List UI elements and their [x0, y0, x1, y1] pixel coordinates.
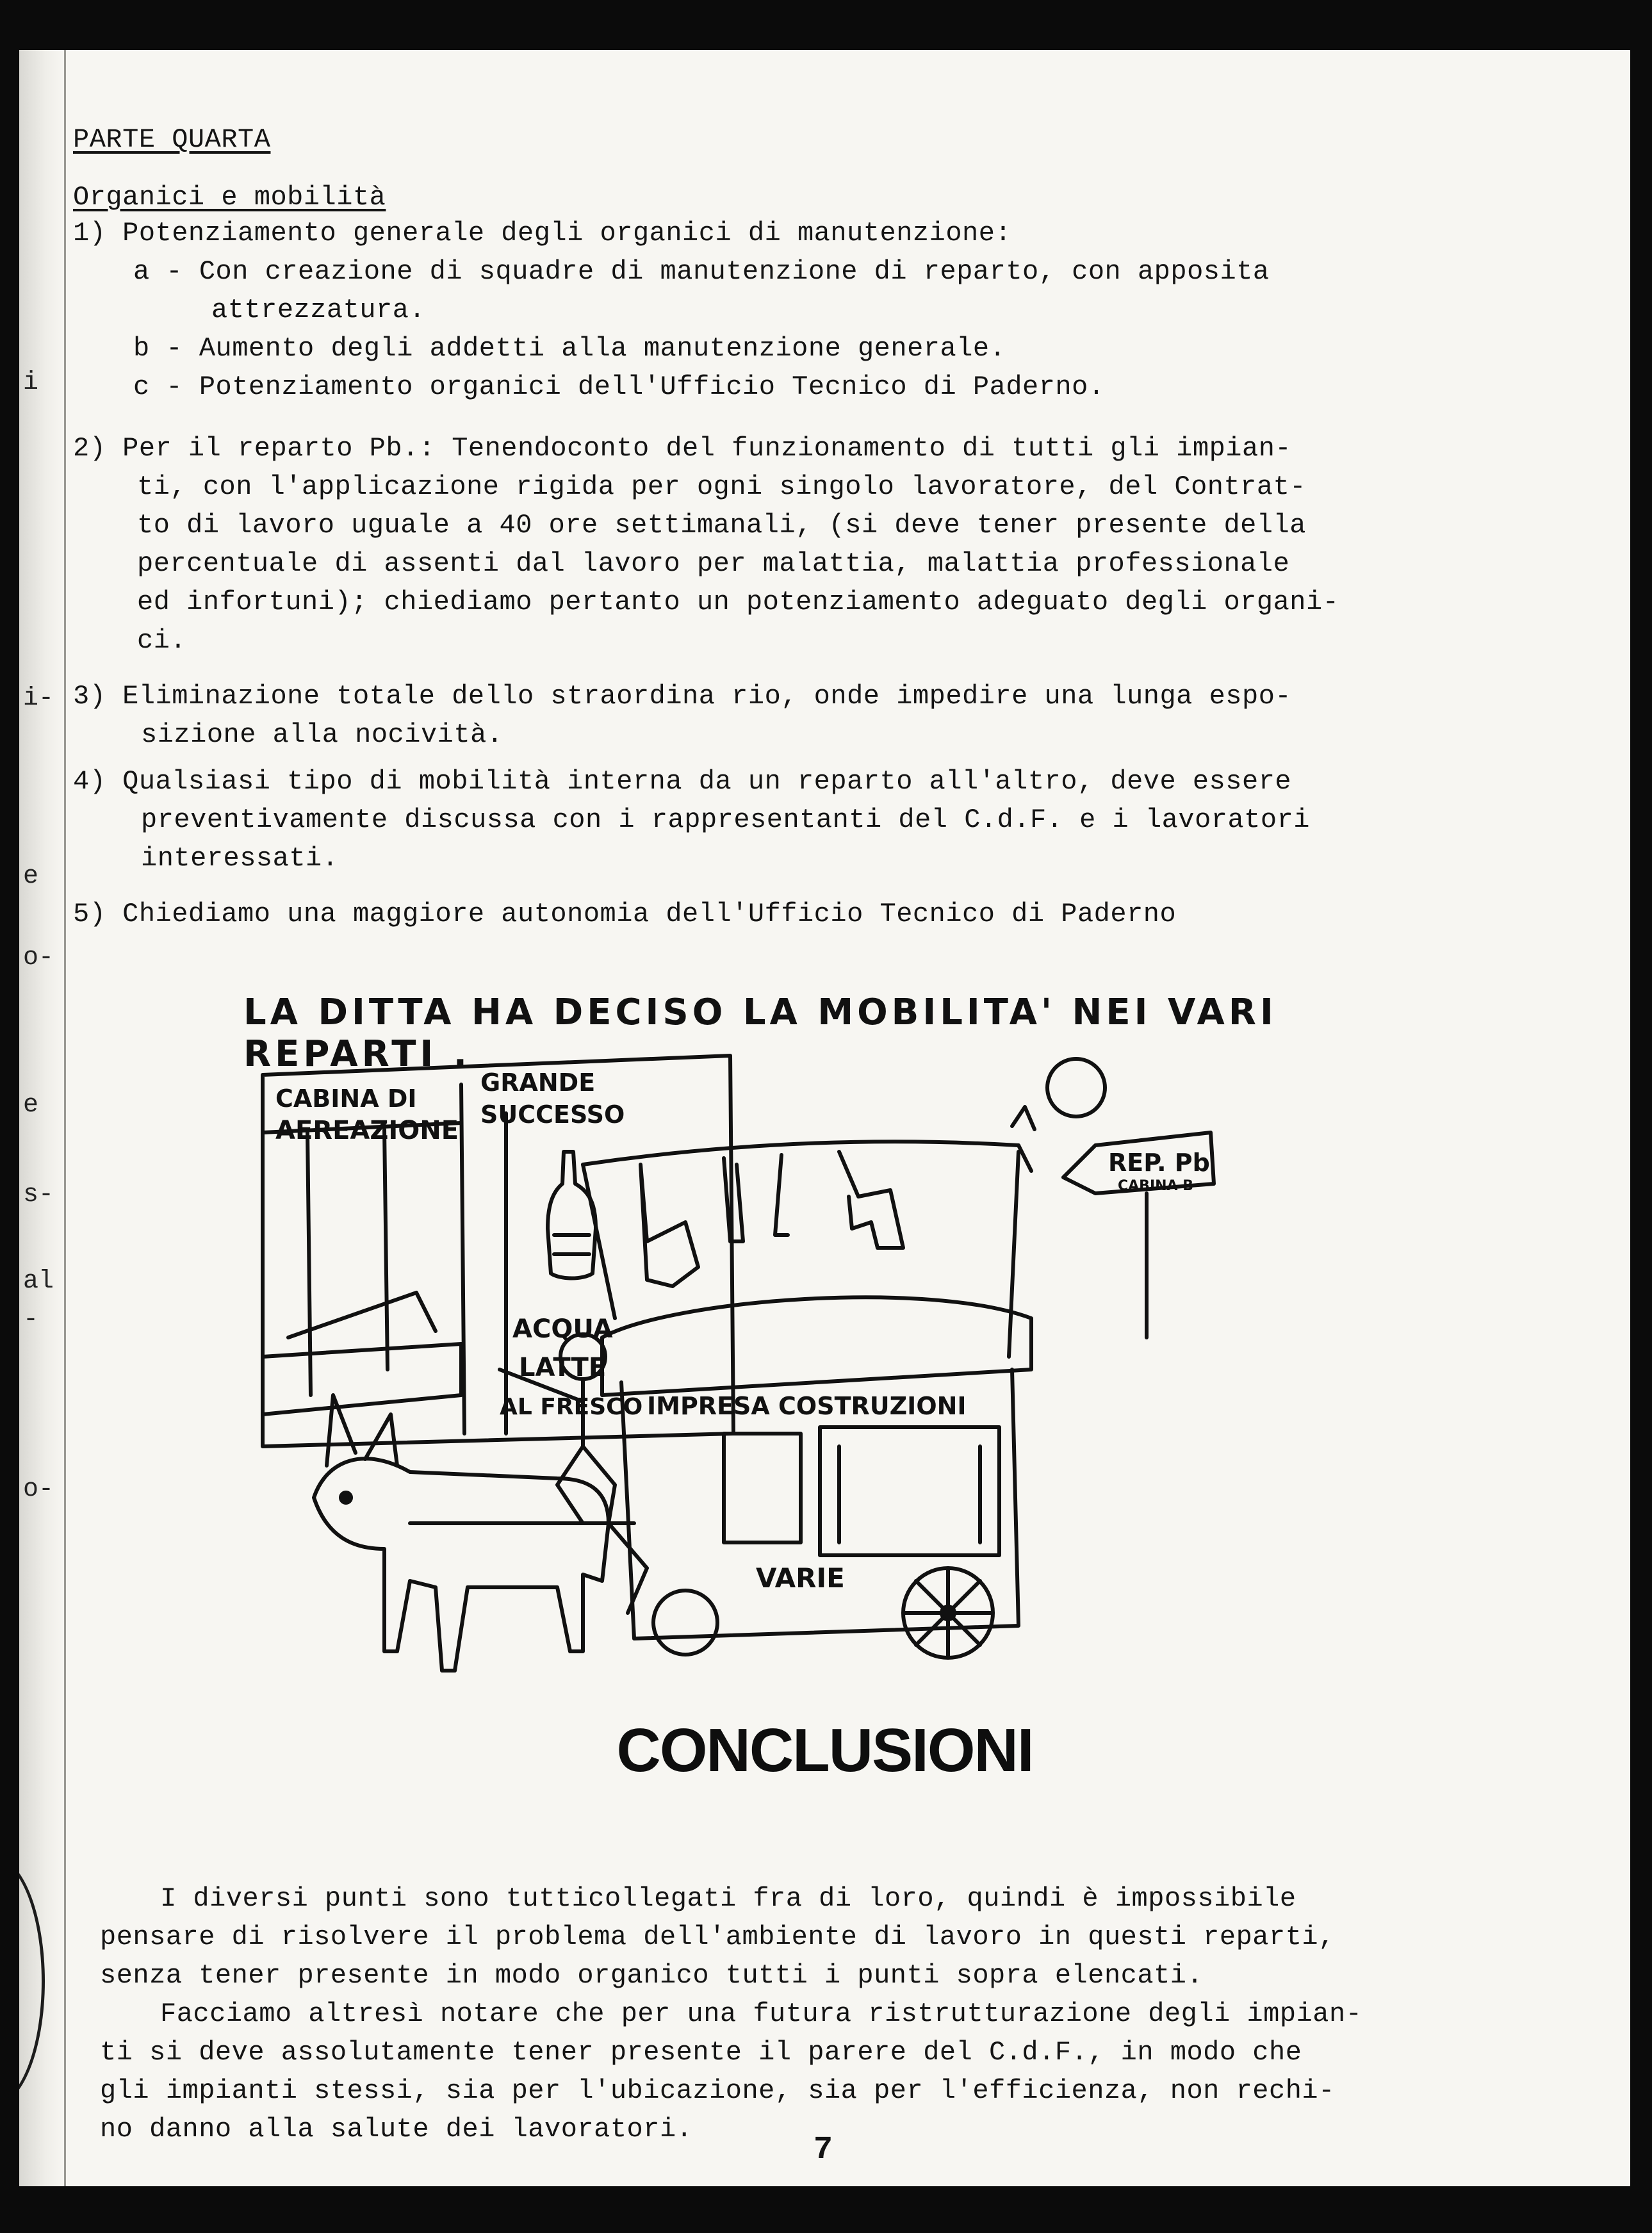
margin-fragment: i	[23, 368, 39, 397]
wagon-label: VARIE	[756, 1562, 845, 1594]
margin-fragment: s-	[23, 1181, 54, 1209]
booth-sign-line: AEREAZIONE	[275, 1116, 459, 1145]
item-2-line: ed infortuni); chiediamo pertanto un potenziamento adeguato degli organi-	[137, 587, 1339, 618]
conclusion-line: no danno alla salute dei lavoratori.	[100, 2114, 693, 2145]
margin-fragment: o-	[23, 1475, 54, 1504]
page-mark: 7	[814, 2132, 833, 2168]
poster-text: LATTE	[519, 1353, 607, 1382]
item-2: 2) Per il reparto Pb.: Tenendoconto del funzionamento di tutti gli impian-	[73, 433, 1292, 464]
margin-fragment: -	[23, 1305, 39, 1334]
margin-fragment: o-	[23, 944, 54, 972]
signpost-text: CABINA B	[1118, 1178, 1193, 1194]
item-2-line: ti, con l'applicazione rigida per ogni singolo lavoratore, del Contrat-	[137, 471, 1306, 502]
item-5: 5) Chiediamo una maggiore autonomia dell'Ufficio Tecnico di Paderno	[73, 899, 1177, 929]
item-1b: b - Aumento degli addetti alla manutenzione generale.	[133, 333, 1006, 364]
margin-fragment: e	[23, 1091, 39, 1120]
wagon-sign: IMPRESA COSTRUZIONI	[647, 1392, 967, 1420]
cartoon-caption: LA DITTA HA DECISO LA MOBILITA' NEI VARI REPARTI .	[243, 992, 1277, 1075]
section-heading: Organici e mobilità	[73, 182, 386, 213]
item-4-line: preventivamente discussa con i rappresentanti del C.d.F. e i lavoratori	[141, 805, 1310, 835]
part-heading: PARTE QUARTA	[73, 124, 271, 155]
clothesline	[583, 1141, 1031, 1318]
item-2-line: to di lavoro uguale a 40 ore settimanali, (si deve tener presente della	[137, 510, 1306, 541]
booth-sign-line: CABINA DI	[275, 1084, 417, 1113]
bottle-drawing	[548, 1152, 596, 1279]
poster-text: ACQUA	[512, 1314, 613, 1344]
item-4: 4) Qualsiasi tipo di mobilità interna da un reparto all'altro, deve essere	[73, 766, 1292, 797]
item-3: 3) Eliminazione totale dello straordina rio, onde impedire una lunga espo-	[73, 681, 1292, 712]
cartoon-illustration	[224, 1036, 1473, 1715]
item-1a-cont: attrezzatura.	[211, 295, 426, 325]
item-1c: c - Potenziamento organici dell'Ufficio Tecnico di Paderno.	[133, 372, 1105, 402]
conclusion-line: ti si deve assolutamente tener presente il parere del C.d.F., in modo che	[100, 2037, 1302, 2068]
margin-fragment: al	[23, 1267, 54, 1296]
poster-text: GRANDE	[480, 1068, 596, 1097]
item-2-line: ci.	[137, 625, 187, 656]
conclusion-line: gli impianti stessi, sia per l'ubicazione, sia per l'efficienza, non rechi-	[100, 2075, 1335, 2106]
item-4-line: interessati.	[141, 843, 339, 874]
signpost	[1009, 1059, 1214, 1357]
page-content	[19, 50, 1630, 2186]
poster-text: SUCCESSO	[480, 1100, 625, 1129]
conclusions-title: CONCLUSIONI	[616, 1716, 1033, 1785]
margin-fragment: i-	[23, 684, 54, 713]
signpost-text: REP. Pb	[1108, 1149, 1210, 1177]
conclusion-line: senza tener presente in modo organico tutti i punti sopra elencati.	[100, 1960, 1204, 1991]
conclusion-line: Facciamo altresì notare che per una futura ristrutturazione degli impian-	[160, 1999, 1362, 2029]
item-2-line: percentuale di assenti dal lavoro per malattia, malattia professionale	[137, 548, 1290, 579]
item-3-line: sizione alla nocività.	[141, 719, 503, 750]
item-1: 1) Potenziamento generale degli organici di manutenzione:	[73, 218, 1012, 249]
poster-text: AL FRESCO	[500, 1394, 643, 1420]
margin-fragment: e	[23, 862, 39, 891]
scanned-page	[19, 50, 1630, 2186]
item-1a: a - Con creazione di squadre di manutenzione di reparto, con apposita	[133, 256, 1270, 287]
wagon	[602, 1297, 1031, 1658]
conclusion-line: I diversi punti sono tutticollegati fra di loro, quindi è impossibile	[160, 1883, 1296, 1914]
conclusion-line: pensare di risolvere il problema dell'ambiente di lavoro in questi reparti,	[100, 1922, 1335, 1952]
